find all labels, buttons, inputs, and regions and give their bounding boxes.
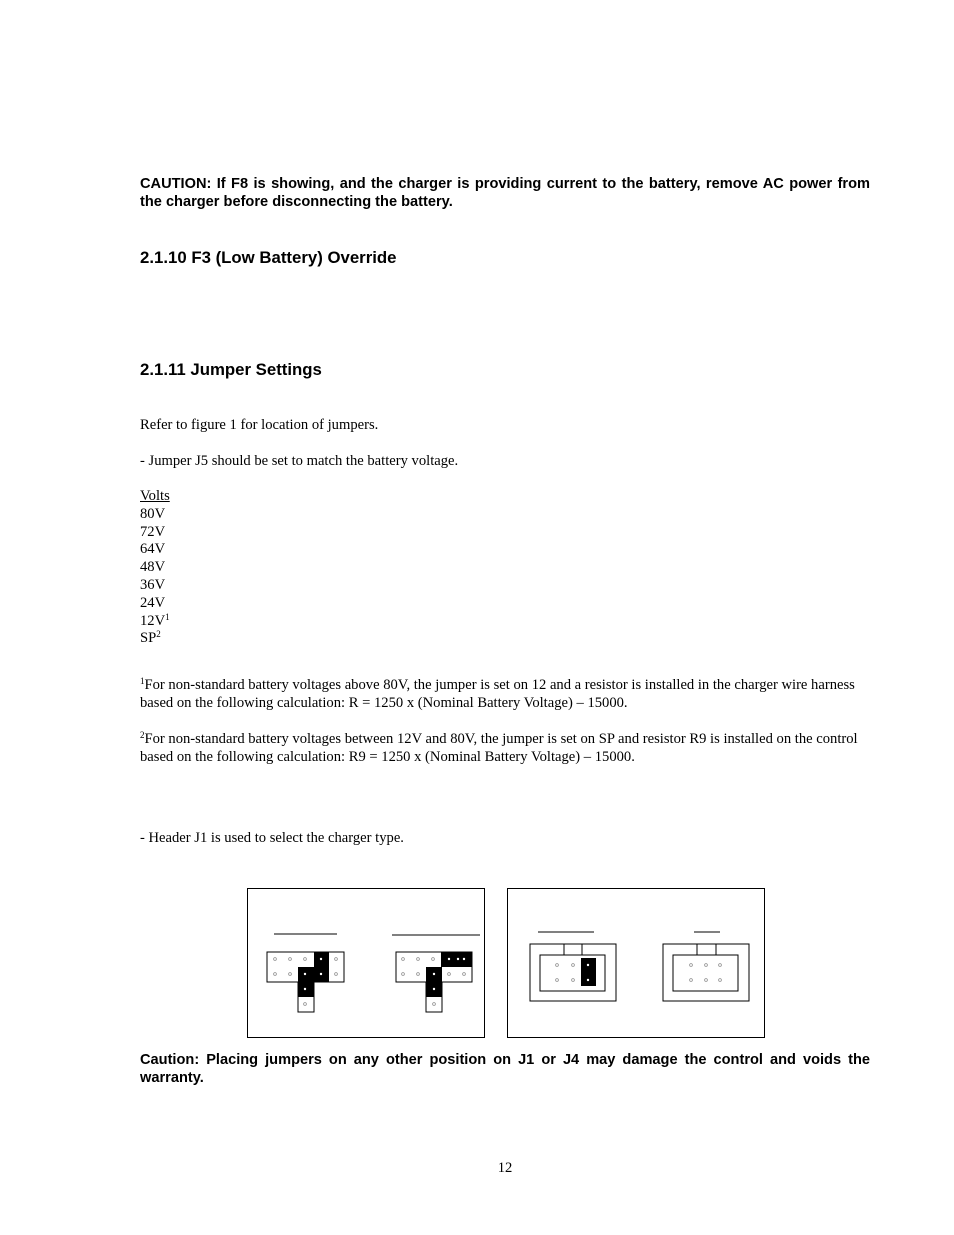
j4-connector-figure bbox=[507, 888, 765, 1038]
volts-header: Volts bbox=[140, 488, 170, 504]
j1-header-diagram bbox=[248, 889, 484, 1037]
volts-item: 72V bbox=[140, 523, 166, 540]
heading-jumper-settings: 2.1.11 Jumper Settings bbox=[140, 360, 322, 379]
caution-top: CAUTION: If F8 is showing, and the charger is providing current to the battery, remove AC power from the charger before disconnecting the battery. bbox=[140, 176, 870, 210]
refer-text: Refer to figure 1 for location of jumpers. bbox=[140, 417, 379, 433]
volts-item: 48V bbox=[140, 559, 166, 576]
footnote-mark: 2 bbox=[140, 730, 145, 740]
j1-header-figure bbox=[247, 888, 485, 1038]
j5-text: - Jumper J5 should be set to match the battery voltage. bbox=[140, 453, 459, 469]
footnote-mark: 1 bbox=[165, 611, 170, 622]
j4-connector-diagram bbox=[508, 889, 764, 1037]
volts-item: 80V bbox=[140, 505, 166, 522]
caution-bottom: Caution: Placing jumpers on any other position on J1 or J4 may damage the control and voids the warranty. bbox=[140, 1052, 870, 1086]
footnote-2: $^2$For non-standard battery voltages between 12V and 80V, the jumper is set on SP and resistor R9 is installed on the control based on the following calculation: R9 = 1250 x (Nominal Battery Voltage) – 15000. bbox=[140, 730, 858, 765]
footnote-mark: 2 bbox=[156, 629, 161, 640]
volts-item: 64V bbox=[140, 541, 166, 558]
footnote-1: $^1$For non-standard battery voltages above 80V, the jumper is set on 12 and a resistor is installed in the charger wire harness based on the following calculation: R = 1250 x (Nominal Battery Voltage) – 15000. bbox=[140, 676, 855, 711]
volts-item: $12V^1$ bbox=[140, 611, 170, 629]
heading-f3-override: 2.1.10 F3 (Low Battery) Override bbox=[140, 248, 397, 267]
page-number: 12 bbox=[497, 1160, 513, 1176]
volts-item: 36V bbox=[140, 576, 166, 593]
volts-item: $SP^2$ bbox=[140, 629, 161, 647]
footnote-mark: 1 bbox=[140, 676, 145, 686]
volts-list bbox=[140, 488, 170, 648]
volts-item: 24V bbox=[140, 594, 166, 611]
j1-text: - Header J1 is used to select the charger type. bbox=[140, 830, 404, 846]
